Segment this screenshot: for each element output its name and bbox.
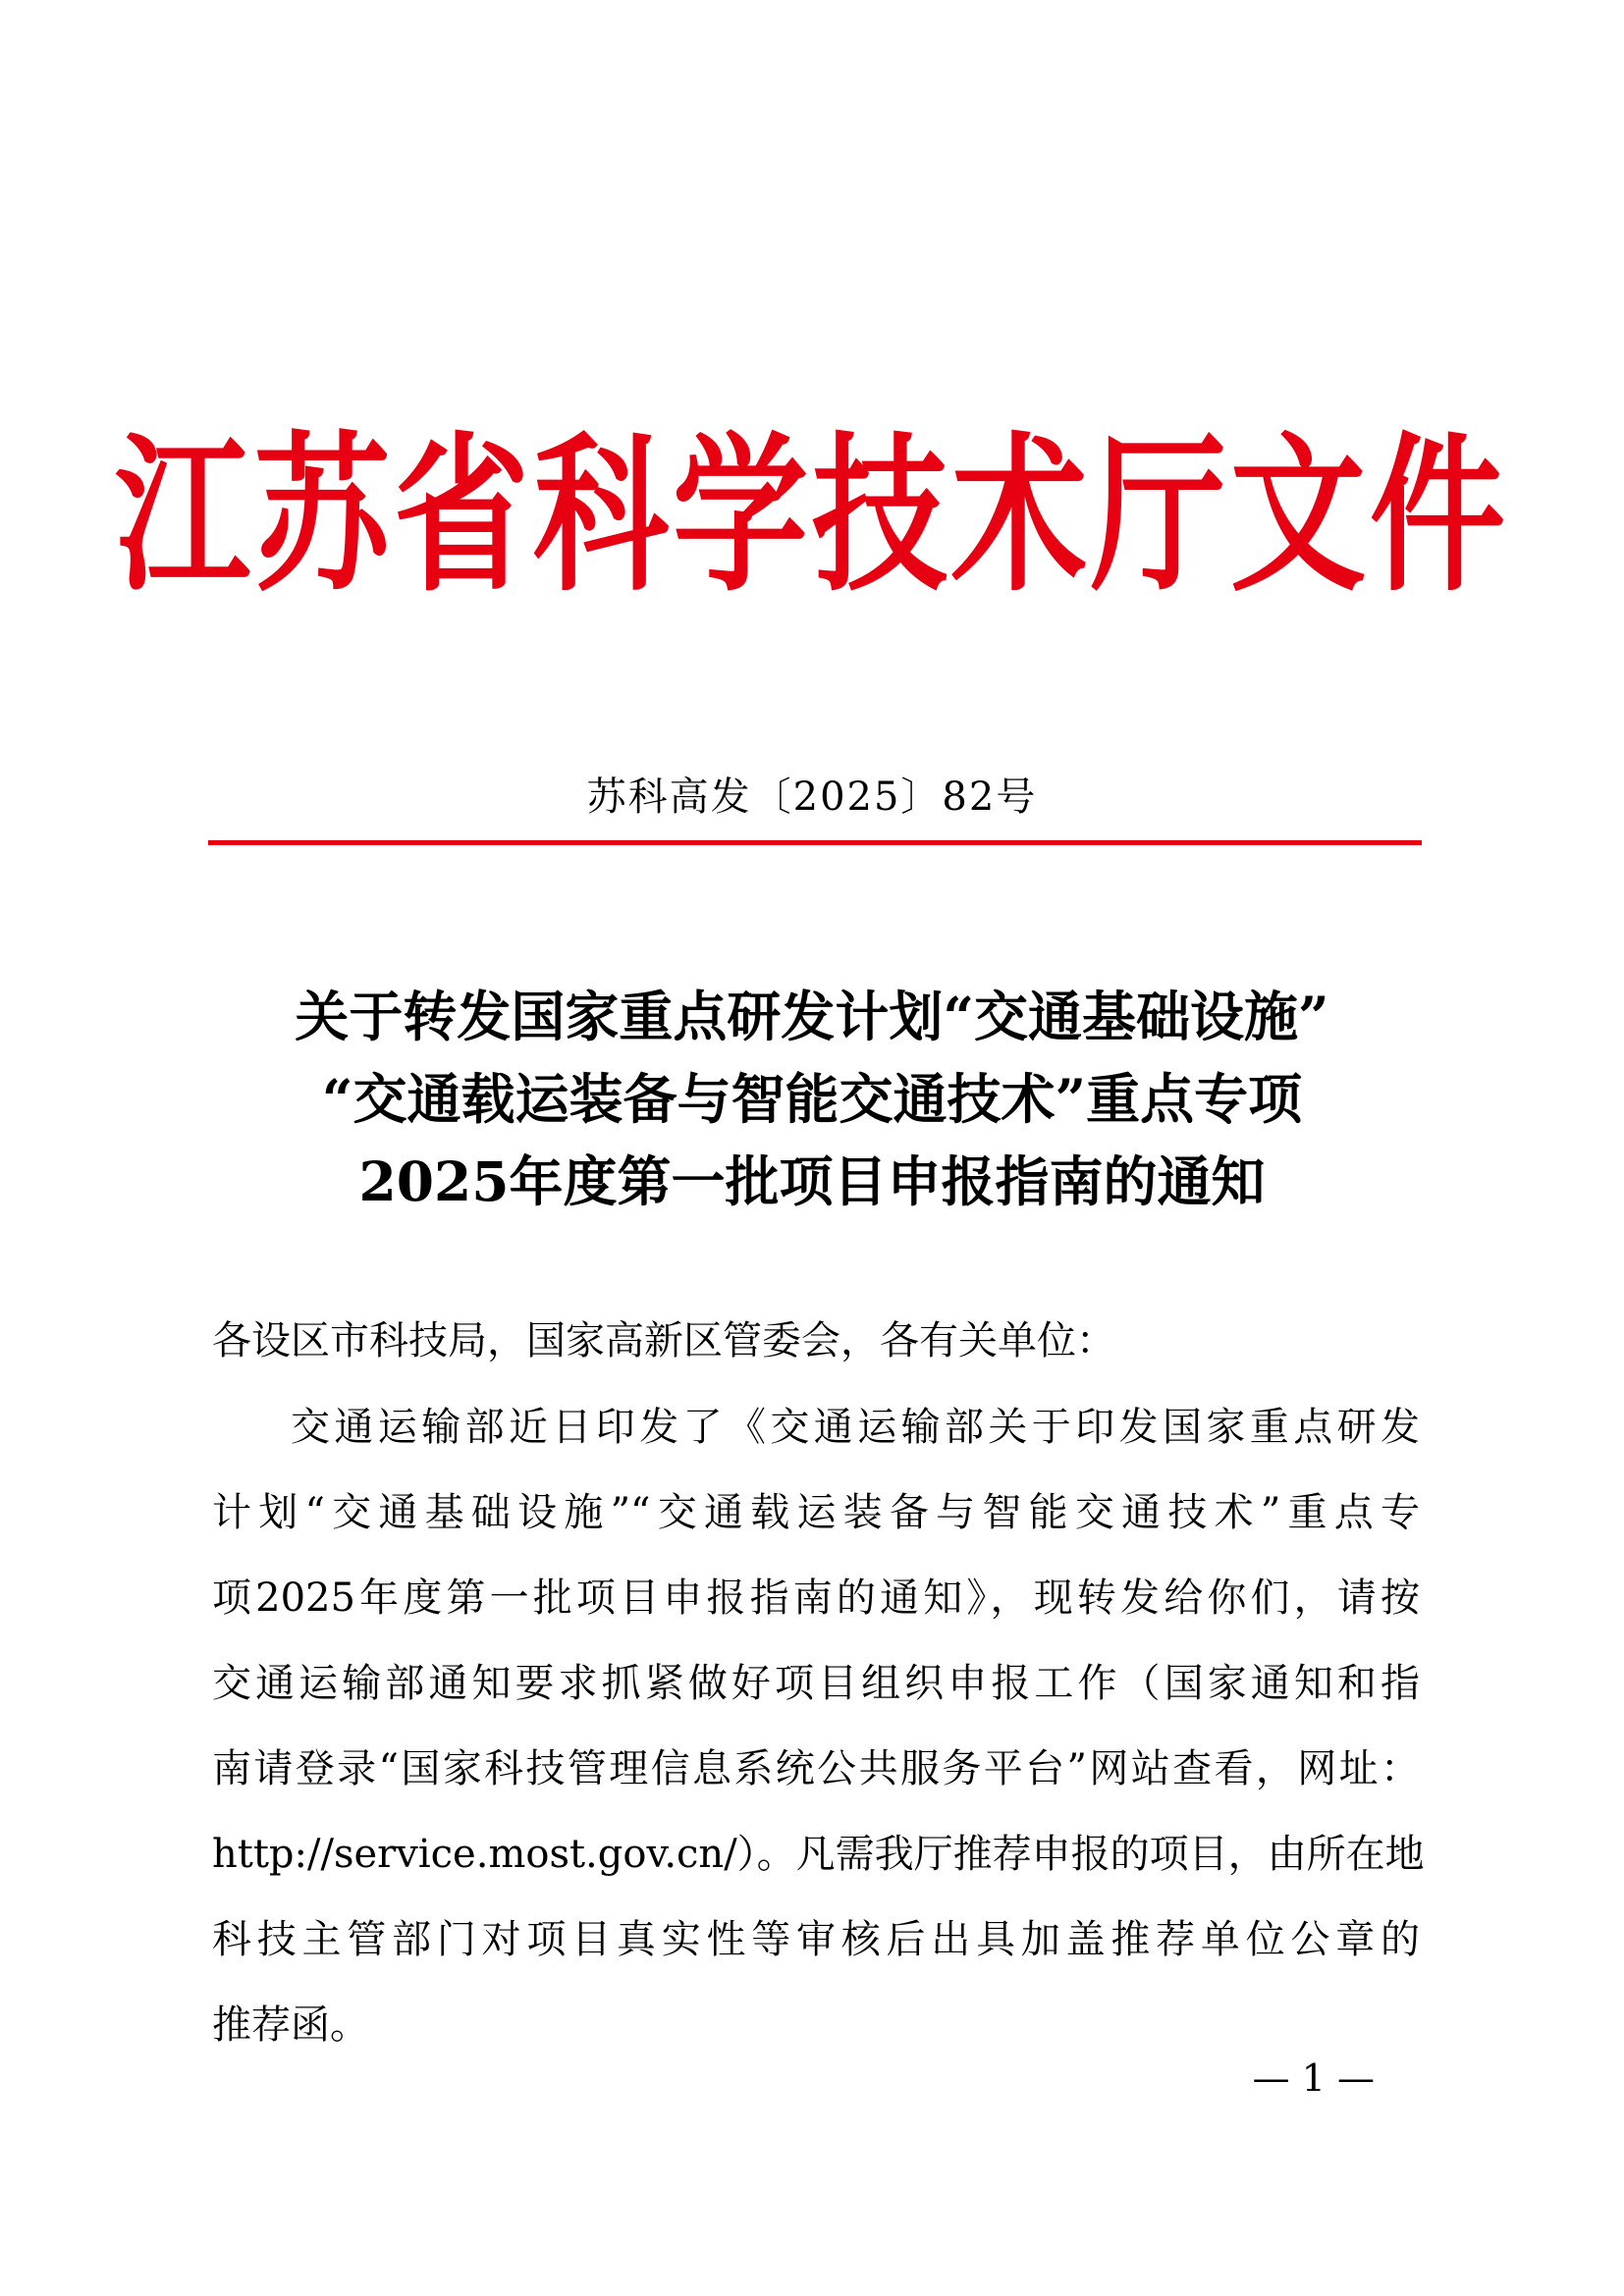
title-line-3: 2025年度第一批项目申报指南的通知 (358, 1149, 1266, 1213)
document-masthead: 江苏省科学技术厅文件 (114, 417, 1509, 615)
body-line-1: 交通运输部近日印发了《交通运输部关于印发国家重点研发 (291, 1405, 1420, 1450)
page-number: — 1 — (1252, 2056, 1375, 2100)
body-line-7: 科技主管部门对项目真实性等审核后出具加盖推荐单位公章的 (212, 1917, 1420, 1962)
body-line-4: 交通运输部通知要求抓紧做好项目组织申报工作（国家通知和指 (212, 1661, 1420, 1706)
body-line-3: 项2025年度第一批项目申报指南的通知》，现转发给你们，请按 (212, 1575, 1420, 1621)
salutation: 各设区市科技局，国家高新区管委会，各有关单位： (212, 1318, 1115, 1363)
body-line-6: http://service.most.gov.cn/）。凡需我厅推荐申报的项目，由所在地 (212, 1832, 1425, 1877)
red-divider-rule (208, 840, 1422, 845)
title-line-2: “交通载运装备与智能交通技术”重点专项 (321, 1067, 1303, 1131)
title-line-1: 关于转发国家重点研发计划“交通基础设施” (295, 985, 1329, 1048)
document-number: 苏科高发〔2025〕82号 (586, 774, 1038, 820)
body-line-5: 南请登录“国家科技管理信息系统公共服务平台”网站查看，网址： (212, 1746, 1420, 1791)
body-line-8: 推荐函。 (212, 2002, 369, 2048)
body-line-2: 计划“交通基础设施”“交通载运装备与智能交通技术”重点专 (212, 1490, 1420, 1535)
